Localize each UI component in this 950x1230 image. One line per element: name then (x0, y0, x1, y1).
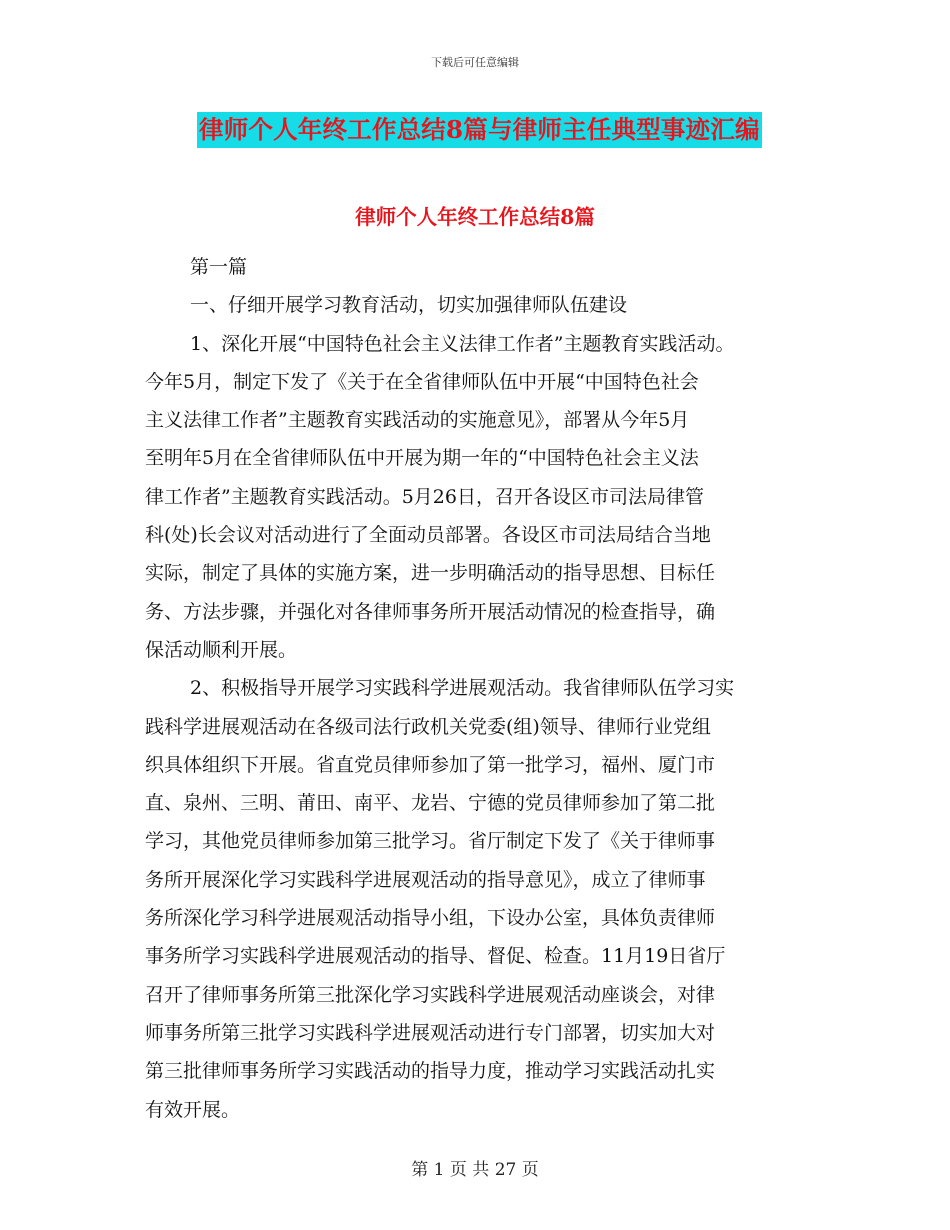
body-line: 学习，其他党员律师参加第三批学习。省厅制定下发了《关于律师事 (145, 830, 716, 853)
body-line: 直、泉州、三明、莆田、南平、龙岩、宁德的党员律师参加了第二批 (145, 792, 716, 815)
body-line: 第一篇 (190, 256, 248, 278)
body-line: 主义法律工作者”主题教育实践活动的实施意见》，部署从今年5月 (145, 409, 690, 432)
body-line: 践科学进展观活动在各级司法行政机关党委(组)领导、律师行业党组 (145, 715, 711, 738)
body-line: 实际，制定了具体的实施方案，进一步明确活动的指导思想、目标任 (145, 562, 716, 585)
body-line: 第三批律师事务所学习实践活动的指导力度，推动学习实践活动扎实 (145, 1060, 716, 1083)
body-line: 律工作者”主题教育实践活动。5月26日，召开各设区市司法局律管 (145, 485, 704, 508)
page-footer: 第 1 页 共 27 页 (411, 1160, 539, 1180)
body-line: 师事务所第三批学习实践科学进展观活动进行专门部署，切实加大对 (145, 1021, 716, 1044)
main-title: 律师个人年终工作总结8篇与律师主任典型事迹汇编 (197, 112, 762, 148)
body-line: 今年5月，制定下发了《关于在全省律师队伍中开展“中国特色社会 (145, 370, 699, 393)
header-note: 下载后可任意编辑 (431, 56, 519, 69)
body-line: 务所深化学习科学进展观活动指导小组，下设办公室，具体负责律师 (145, 907, 716, 930)
body-line: 2、积极指导开展学习实践科学进展观活动。我省律师队伍学习实 (190, 677, 735, 700)
body-line: 召开了律师事务所第三批深化学习实践科学进展观活动座谈会，对律 (145, 983, 716, 1006)
body-line: 事务所学习实践科学进展观活动的指导、督促、检查。11月19日省厅 (145, 945, 726, 968)
body-line: 务、方法步骤，并强化对各律师事务所开展活动情况的检查指导，确 (145, 600, 716, 623)
body-line: 至明年5月在全省律师队伍中开展为期一年的“中国特色社会主义法 (145, 447, 699, 470)
body-line: 务所开展深化学习实践科学进展观活动的指导意见》，成立了律师事 (145, 868, 706, 891)
body-line: 一、仔细开展学习教育活动，切实加强律师队伍建设 (190, 294, 628, 317)
body-text (145, 248, 825, 1129)
sub-title: 律师个人年终工作总结8篇 (355, 205, 595, 229)
body-line: 保活动顺利开展。 (145, 638, 298, 661)
body-line: 织具体组织下开展。省直党员律师参加了第一批学习，福州、厦门市 (145, 753, 716, 776)
body-line: 有效开展。 (145, 1098, 241, 1121)
body-line: 1、深化开展“中国特色社会主义法律工作者”主题教育实践活动。 (190, 332, 735, 355)
body-line: 科(处)长会议对活动进行了全面动员部署。各设区市司法局结合当地 (145, 524, 711, 547)
